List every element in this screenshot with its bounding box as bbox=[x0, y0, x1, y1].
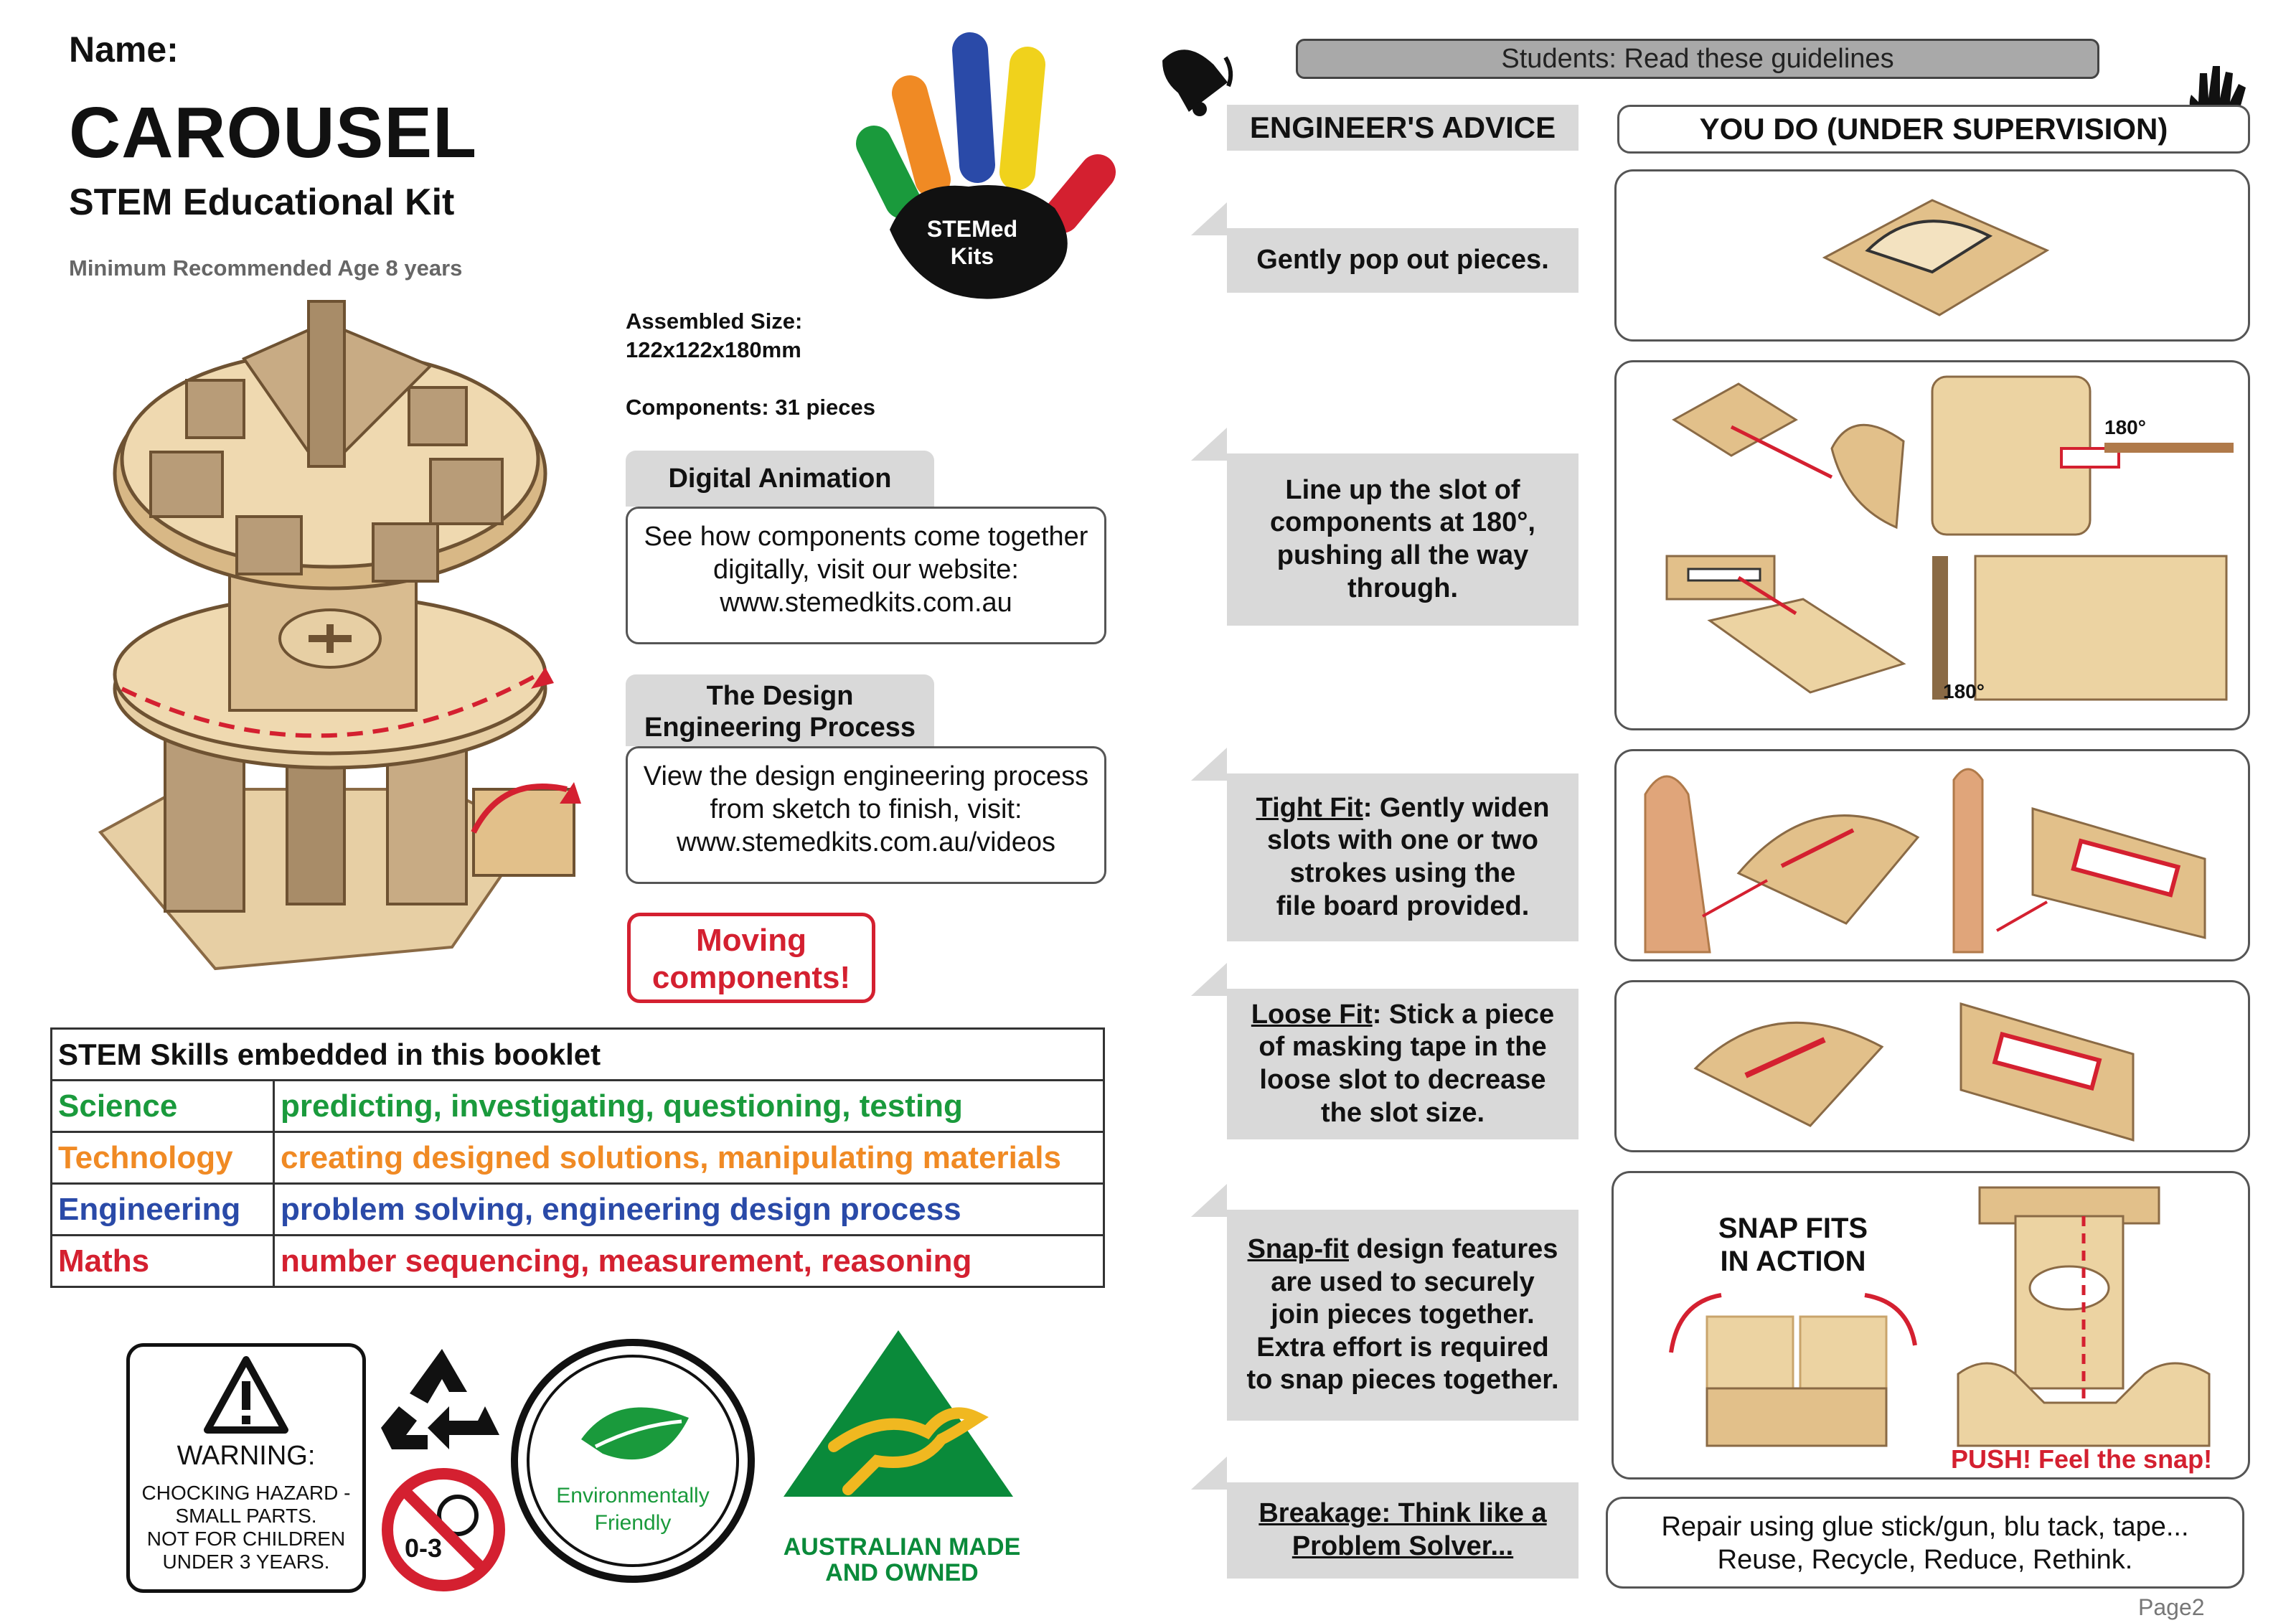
carousel-illustration bbox=[72, 287, 617, 1005]
design-process-line: View the design engineering process bbox=[643, 761, 1089, 791]
advice-card-tight-fit bbox=[1227, 773, 1578, 941]
snap-fit-illustration bbox=[1614, 1173, 2248, 1477]
page-subtitle: STEM Educational Kit bbox=[69, 182, 455, 223]
leaf-icon bbox=[574, 1396, 696, 1475]
recycle-icon bbox=[377, 1342, 507, 1457]
advice-text: are used to securely bbox=[1271, 1266, 1535, 1297]
speech-tail bbox=[1191, 748, 1227, 781]
page-title: CAROUSEL bbox=[69, 93, 478, 173]
breakage-line: Problem Solver... bbox=[1292, 1531, 1514, 1561]
table-row bbox=[52, 1081, 1104, 1132]
snap-title-line: SNAP FITS bbox=[1718, 1213, 1868, 1244]
env-line: Environmentally bbox=[556, 1484, 710, 1507]
table-row bbox=[52, 1236, 1104, 1287]
masking-tape-illustration bbox=[1617, 982, 2248, 1150]
not-for-under-3-icon bbox=[379, 1465, 508, 1594]
moving-line: Moving bbox=[696, 923, 806, 958]
speech-tail bbox=[1191, 428, 1227, 461]
warning-line: CHOCKING HAZARD - bbox=[141, 1482, 351, 1504]
warning-line: UNDER 3 YEARS. bbox=[162, 1551, 330, 1573]
design-process-link[interactable]: www.stemedkits.com.au/videos bbox=[677, 827, 1055, 857]
tight-fit-label: Tight Fit bbox=[1256, 792, 1363, 823]
environmentally-friendly-badge bbox=[511, 1339, 755, 1583]
speech-tail bbox=[1191, 963, 1227, 996]
skills-cell: number sequencing, measurement, reasoning bbox=[274, 1236, 1104, 1287]
advice-text: to snap pieces together. bbox=[1246, 1365, 1559, 1396]
page-number: Page2 bbox=[2138, 1594, 2205, 1620]
repair-line: Reuse, Recycle, Reduce, Rethink. bbox=[1717, 1545, 2133, 1575]
env-line: Friendly bbox=[594, 1511, 672, 1535]
advice-text: loose slot to decrease bbox=[1259, 1065, 1546, 1095]
name-label: Name: bbox=[69, 29, 179, 70]
digital-animation-heading: Digital Animation bbox=[626, 451, 934, 507]
moving-line: components! bbox=[651, 960, 851, 995]
repair-line: Repair using glue stick/gun, blu tack, tape... bbox=[1661, 1512, 2189, 1542]
advice-text: file board provided. bbox=[1276, 890, 1530, 921]
speech-tail bbox=[1191, 1184, 1227, 1217]
snap-fit-label: Snap-fit bbox=[1247, 1234, 1349, 1265]
stem-skills-header: STEM Skills embedded in this booklet bbox=[52, 1029, 1104, 1081]
advice-text: pushing all the way bbox=[1276, 540, 1529, 570]
logo-text-1: STEMed bbox=[926, 216, 1018, 242]
advice-text: Gently pop out pieces. bbox=[1256, 245, 1549, 276]
advice-text: join pieces together. bbox=[1271, 1299, 1535, 1330]
skills-cell: predicting, investigating, questioning, testing bbox=[274, 1081, 1104, 1132]
advice-card-loose-fit bbox=[1227, 989, 1578, 1139]
digital-animation-link[interactable]: www.stemedkits.com.au bbox=[720, 588, 1012, 618]
advice-text: through. bbox=[1347, 573, 1459, 603]
assembled-size-label: Assembled Size: bbox=[626, 309, 803, 334]
advice-text: : Gently widen bbox=[1363, 792, 1550, 823]
warning-triangle-icon bbox=[203, 1355, 289, 1434]
advice-text: Line up the slot of bbox=[1285, 474, 1520, 505]
slot-alignment-illustration bbox=[1617, 362, 2248, 728]
stem-skills-table bbox=[50, 1027, 1105, 1288]
components-count: Components: 31 pieces bbox=[626, 395, 875, 420]
design-process-heading-line: Engineering Process bbox=[644, 712, 916, 743]
advice-text: strokes using the bbox=[1289, 858, 1516, 888]
advice-card-2 bbox=[1227, 453, 1578, 626]
angle-label: 180° bbox=[1943, 680, 1985, 702]
warning-line: NOT FOR CHILDREN bbox=[146, 1528, 346, 1550]
assembled-size-value: 122x122x180mm bbox=[626, 337, 801, 362]
push-feel-snap-label: PUSH! Feel the snap! bbox=[1951, 1444, 2213, 1474]
warning-title: WARNING: bbox=[177, 1441, 316, 1471]
wood-piece-illustration bbox=[1617, 171, 2248, 339]
file-board-illustration bbox=[1617, 751, 2248, 959]
age-badge-text: 0-3 bbox=[404, 1533, 443, 1563]
breakage-line: Breakage: Think like a bbox=[1258, 1498, 1547, 1529]
you-do-header: YOU DO (UNDER SUPERVISION) bbox=[1617, 105, 2250, 154]
step-image-line-up bbox=[1614, 360, 2250, 730]
advice-text: components at 180°, bbox=[1270, 507, 1535, 538]
advice-text: Extra effort is required bbox=[1256, 1332, 1549, 1363]
warning-box bbox=[126, 1343, 366, 1593]
speech-tail bbox=[1191, 1457, 1227, 1490]
loose-fit-label: Loose Fit bbox=[1251, 999, 1373, 1030]
speech-tail bbox=[1191, 202, 1227, 235]
advice-text: : Stick a piece bbox=[1372, 999, 1555, 1030]
stemed-kits-logo bbox=[825, 22, 1126, 309]
skills-cell: problem solving, engineering design process bbox=[274, 1184, 1104, 1236]
digital-animation-box bbox=[626, 507, 1106, 644]
step-image-snap-fit bbox=[1612, 1171, 2250, 1479]
advice-text: design features bbox=[1349, 1234, 1558, 1265]
subject-cell: Maths bbox=[52, 1236, 274, 1287]
step-image-tight-fit bbox=[1614, 749, 2250, 961]
table-header-row bbox=[52, 1029, 1104, 1081]
design-process-heading-line: The Design bbox=[706, 681, 854, 711]
digital-animation-line: See how components come together bbox=[644, 522, 1088, 552]
engineers-advice-header: ENGINEER'S ADVICE bbox=[1227, 105, 1578, 151]
table-row bbox=[52, 1132, 1104, 1184]
age-recommendation: Minimum Recommended Age 8 years bbox=[69, 255, 463, 281]
subject-cell: Science bbox=[52, 1081, 274, 1132]
advice-text: the slot size. bbox=[1320, 1097, 1485, 1128]
advice-text: of masking tape in the bbox=[1258, 1032, 1547, 1063]
skills-cell: creating designed solutions, manipulating materials bbox=[274, 1132, 1104, 1184]
angle-label: 180° bbox=[2104, 416, 2146, 438]
advice-card-snap-fit bbox=[1227, 1210, 1578, 1421]
moving-components-badge bbox=[627, 913, 875, 1003]
guidelines-banner: Students: Read these guidelines bbox=[1296, 39, 2099, 79]
digital-animation-line: digitally, visit our website: bbox=[713, 555, 1019, 585]
snap-title-line: IN ACTION bbox=[1720, 1246, 1866, 1277]
design-process-heading bbox=[626, 674, 934, 746]
australian-made-line: AND OWNED bbox=[825, 1559, 979, 1586]
repair-box bbox=[1606, 1497, 2244, 1589]
australian-made-line: AUSTRALIAN MADE bbox=[783, 1533, 1021, 1561]
advice-card-1 bbox=[1227, 228, 1578, 293]
step-image-pop-out bbox=[1614, 169, 2250, 342]
step-image-loose-fit bbox=[1614, 980, 2250, 1152]
logo-text-2: Kits bbox=[950, 243, 994, 269]
subject-cell: Technology bbox=[52, 1132, 274, 1184]
australian-made-logo bbox=[776, 1325, 1020, 1518]
subject-cell: Engineering bbox=[52, 1184, 274, 1236]
advice-text: slots with one or two bbox=[1267, 825, 1538, 856]
table-row bbox=[52, 1184, 1104, 1236]
advice-card-breakage bbox=[1227, 1482, 1578, 1579]
design-process-box bbox=[626, 746, 1106, 884]
design-process-line: from sketch to finish, visit: bbox=[710, 794, 1022, 824]
warning-line: SMALL PARTS. bbox=[175, 1505, 317, 1527]
